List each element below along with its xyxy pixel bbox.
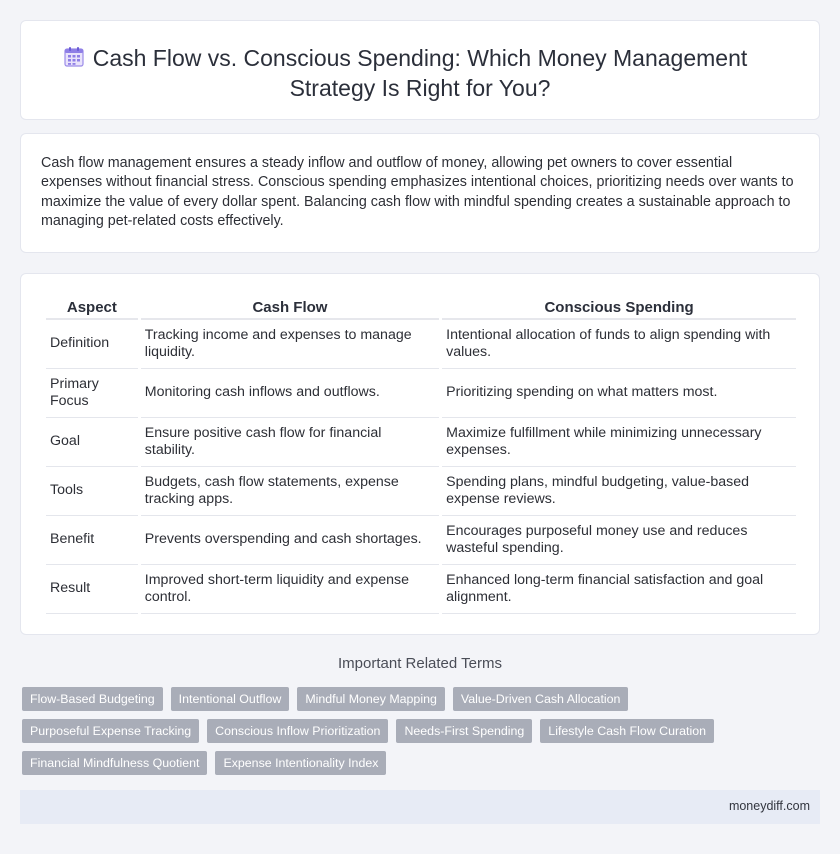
- table-cell-cash-flow: Budgets, cash flow statements, expense tracking apps.: [141, 467, 439, 516]
- table-cell-aspect: Goal: [46, 418, 138, 467]
- table-row: [46, 565, 796, 614]
- table-cell-aspect: Result: [46, 565, 138, 614]
- related-term-tag[interactable]: Purposeful Expense Tracking: [22, 719, 199, 743]
- table-cell-aspect: Definition: [46, 320, 138, 369]
- table-cell-cash-flow: Ensure positive cash flow for financial stability.: [141, 418, 439, 467]
- related-term-tag[interactable]: Intentional Outflow: [171, 687, 290, 711]
- related-term-tag[interactable]: Flow-Based Budgeting: [22, 687, 163, 711]
- comparison-table: [43, 296, 799, 614]
- table-cell-aspect: Benefit: [46, 516, 138, 565]
- table-cell-cash-flow: Prevents overspending and cash shortages.: [141, 516, 439, 565]
- table-cell-conscious-spending: Intentional allocation of funds to align spending with values.: [442, 320, 796, 369]
- table-row: [46, 369, 796, 418]
- table-cell-cash-flow: Improved short-term liquidity and expense control.: [141, 565, 439, 614]
- page-title: Cash Flow vs. Conscious Spending: Which Money Management Strategy Is Right for You?: [92, 45, 748, 101]
- table-cell-cash-flow: Monitoring cash inflows and outflows.: [141, 369, 439, 418]
- column-header-cash-flow: Cash Flow: [141, 296, 439, 320]
- table-cell-conscious-spending: Prioritizing spending on what matters most.: [442, 369, 796, 418]
- comparison-card: [20, 273, 820, 635]
- table-header-row: [46, 296, 796, 320]
- related-term-tag[interactable]: Financial Mindfulness Quotient: [22, 751, 207, 775]
- table-cell-conscious-spending: Encourages purposeful money use and reduces wasteful spending.: [442, 516, 796, 565]
- related-term-tag[interactable]: Value-Driven Cash Allocation: [453, 687, 629, 711]
- related-term-tag[interactable]: Mindful Money Mapping: [297, 687, 445, 711]
- table-row: [46, 467, 796, 516]
- table-cell-cash-flow: Tracking income and expenses to manage liquidity.: [141, 320, 439, 369]
- table-cell-aspect: Primary Focus: [46, 369, 138, 418]
- header-card: [20, 20, 820, 120]
- related-terms-heading: Important Related Terms: [338, 655, 502, 672]
- related-term-tag[interactable]: Conscious Inflow Prioritization: [207, 719, 388, 743]
- related-terms-list: [22, 687, 812, 775]
- related-term-tag[interactable]: Lifestyle Cash Flow Curation: [540, 719, 714, 743]
- column-header-aspect: Aspect: [46, 296, 138, 320]
- intro-card: [20, 133, 820, 253]
- table-row: [46, 320, 796, 369]
- table-cell-conscious-spending: Enhanced long-term financial satisfaction and goal alignment.: [442, 565, 796, 614]
- table-row: [46, 516, 796, 565]
- intro-paragraph: Cash flow management ensures a steady inflow and outflow of money, allowing pet owners to cover essential expenses without financial stress. Conscious spending emphasizes intentional choices, prioritizing needs over wants to maximize the value of every dollar spent. Balancing cash flow with mindful spending creates a sustainable approach to managing pet-related costs effectively.: [41, 155, 794, 230]
- table-cell-conscious-spending: Spending plans, mindful budgeting, value-based expense reviews.: [442, 467, 796, 516]
- footer: [20, 790, 820, 824]
- column-header-conscious-spending: Conscious Spending: [442, 296, 796, 320]
- related-term-tag[interactable]: Needs-First Spending: [396, 719, 532, 743]
- table-cell-conscious-spending: Maximize fulfillment while minimizing unnecessary expenses.: [442, 418, 796, 467]
- table-row: [46, 418, 796, 467]
- table-cell-aspect: Tools: [46, 467, 138, 516]
- related-term-tag[interactable]: Expense Intentionality Index: [215, 751, 386, 775]
- footer-site-link[interactable]: moneydiff.com: [728, 799, 810, 813]
